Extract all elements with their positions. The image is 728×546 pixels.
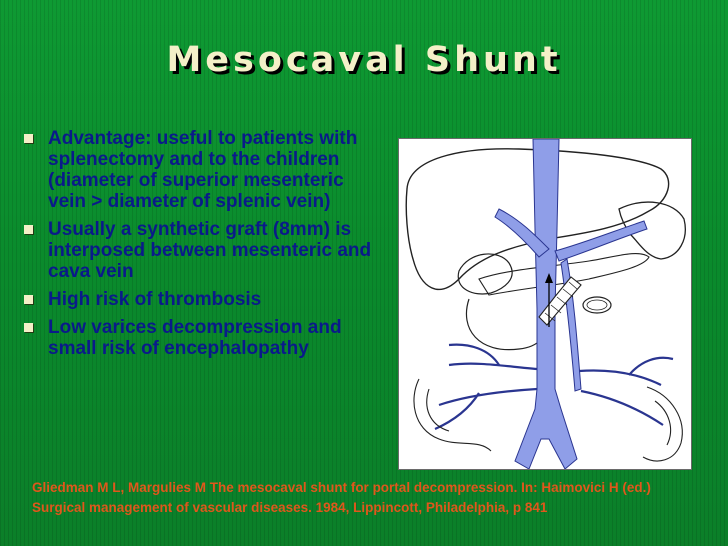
bullet-text: Usually a synthetic graft (8mm) is interposed between mesenteric and cava vein	[48, 219, 372, 282]
bullet-item	[24, 128, 376, 212]
square-bullet-icon	[24, 225, 33, 234]
bullet-item	[24, 289, 376, 310]
square-bullet-icon	[24, 134, 33, 143]
square-bullet-icon	[24, 323, 33, 332]
mesenteric-branches-right	[579, 358, 673, 425]
square-bullet-icon	[24, 295, 33, 304]
mesenteric-branches-left	[435, 345, 537, 429]
bullet-list	[24, 128, 376, 366]
bullet-item	[24, 219, 376, 282]
bullet-text: Advantage: useful to patients with splenectomy and to the children (diameter of superior mesenteric vein > diameter of splenic vein)	[48, 128, 358, 212]
bullet-text: Low varices decompression and small risk of encephalopathy	[48, 317, 342, 359]
mesocaval-shunt-diagram	[399, 139, 691, 469]
anatomy-illustration	[398, 138, 692, 470]
ring-structure-inner	[587, 300, 607, 310]
splenic-vein	[555, 221, 647, 261]
duodenum-outline	[466, 299, 547, 350]
bullet-item	[24, 317, 376, 359]
bullet-text: High risk of thrombosis	[48, 289, 262, 310]
slide-title: Mesocaval Shunt	[166, 40, 562, 80]
citation-text: Gliedman M L, Margulies M The mesocaval shunt for portal decompression. In: Haimovici H (ed.) Surgical management of vascular diseases. 1984, Lippincott, Philadelphia, p 841	[32, 480, 651, 515]
